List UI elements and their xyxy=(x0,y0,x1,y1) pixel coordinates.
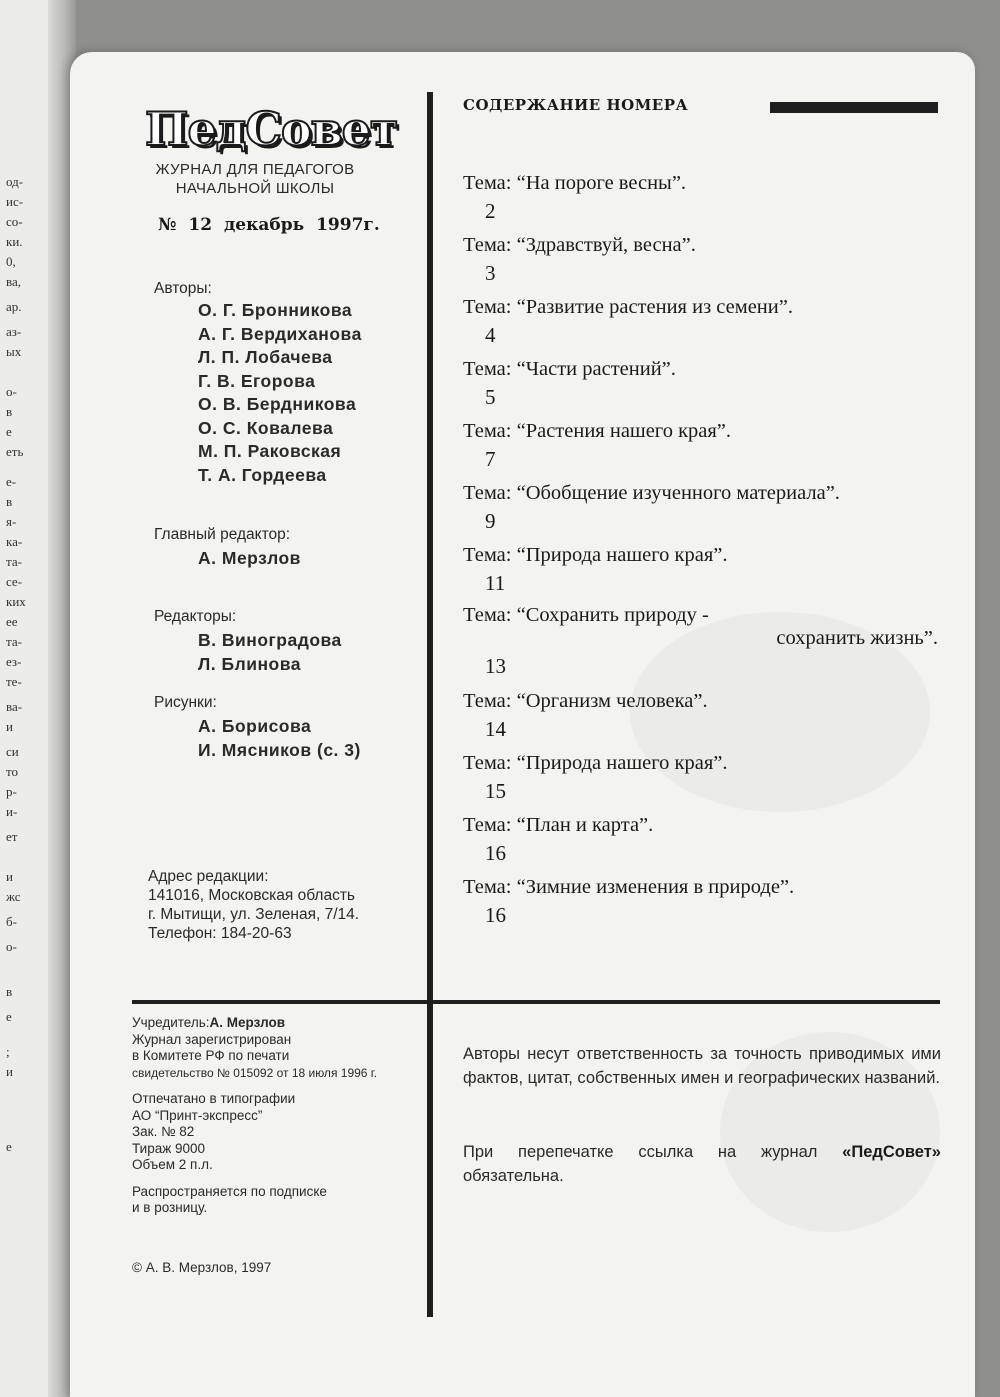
left-page-text-fragment: ; xyxy=(6,1044,10,1059)
reprint-note xyxy=(463,1140,941,1188)
authors-label: Авторы: xyxy=(154,280,212,297)
left-page-text-fragment: та- xyxy=(6,554,22,569)
left-page-text-fragment: од- xyxy=(6,174,24,189)
toc-entry xyxy=(463,690,943,742)
founder-line xyxy=(132,1015,377,1032)
left-page-text-fragment: жс xyxy=(6,889,21,904)
address-phone: Телефон: 184-20-63 xyxy=(148,925,292,942)
toc-entry xyxy=(463,604,943,679)
left-page-text-fragment: ет xyxy=(6,829,18,844)
left-page-text-fragment: я- xyxy=(6,514,17,529)
editorial-address xyxy=(148,867,359,943)
toc-entry xyxy=(463,876,943,928)
copyright-line: © А. В. Мерзлов, 1997 xyxy=(132,1260,272,1275)
circulation-line: Тираж 9000 xyxy=(132,1140,206,1156)
certificate-line: свидетельство № 015092 от 18 июля 1996 г. xyxy=(132,1065,378,1080)
editor-name: Л. Блинова xyxy=(198,653,301,674)
registration-line: в Комитете РФ по печати xyxy=(132,1048,290,1063)
left-page-text-fragment: ис- xyxy=(6,194,24,209)
left-page-text-fragment: и xyxy=(6,719,13,734)
toc-entry-page: 5 xyxy=(485,385,496,409)
left-page-text-fragment: ких xyxy=(6,594,26,609)
toc-entry-title: Тема: “Сохранить природу - xyxy=(463,604,709,626)
toc-entry-title: Тема: “Обобщение изученного материала”. xyxy=(463,482,840,504)
toc-heading-bar xyxy=(770,102,938,113)
left-page-text-fragment: ка- xyxy=(6,534,23,549)
left-page-text-fragment: в xyxy=(6,494,13,509)
left-page-text-fragment: е- xyxy=(6,474,17,489)
left-page-text-fragment: ых xyxy=(6,344,22,359)
left-page-text-fragment: р- xyxy=(6,784,17,799)
author-name: О. Г. Бронникова xyxy=(198,300,353,320)
left-page-text-fragment: ез- xyxy=(6,654,22,669)
toc-entry-title: Тема: “Природа нашего края”. xyxy=(463,752,728,774)
illustrator-name: А. Борисова xyxy=(198,716,312,736)
author-name: А. Г. Вердиханова xyxy=(198,323,362,344)
author-name: О. С. Ковалева xyxy=(198,417,334,438)
left-page-text-fragment: и- xyxy=(6,804,18,819)
toc-entry-page: 13 xyxy=(485,654,506,678)
responsibility-note: Авторы несут ответственность за точность приводимых ими фактов, цитат, собственных имен и географических названий. xyxy=(463,1045,941,1087)
founder-name: А. Мерзлов xyxy=(209,1015,286,1030)
authors-list xyxy=(198,300,362,488)
toc-entry xyxy=(463,234,943,286)
left-page-text-fragment: е xyxy=(6,1139,12,1154)
left-page-text-fragment: в xyxy=(6,984,13,999)
toc-entry xyxy=(463,296,943,348)
toc-entry-page: 11 xyxy=(485,571,506,595)
toc-entry-title: Тема: “Развитие растения из семени”. xyxy=(463,296,793,318)
toc-entry xyxy=(463,814,943,866)
left-page-text-fragment: ва, xyxy=(6,274,21,289)
editors-label: Редакторы: xyxy=(154,608,237,625)
toc-entry-page: 7 xyxy=(485,447,496,471)
toc-entry-page: 14 xyxy=(485,717,506,741)
journal-page xyxy=(70,52,975,1397)
left-page-text-fragment: о- xyxy=(6,939,17,954)
left-page-text-fragment: со- xyxy=(6,214,23,229)
author-name: М. П. Раковская xyxy=(198,441,342,461)
toc-entry xyxy=(463,752,943,804)
left-page-text-fragment: аз- xyxy=(6,324,22,339)
toc-entry-title: Тема: “План и карта”. xyxy=(463,814,654,836)
illustrator-name: И. Мясников (с. 3) xyxy=(198,739,361,760)
toc-entry-page: 16 xyxy=(485,903,506,927)
reprint-brand: «ПедСовет» xyxy=(842,1143,941,1161)
left-page-text-fragment: те- xyxy=(6,674,22,689)
address-line: г. Мытищи, ул. Зеленая, 7/14. xyxy=(148,906,360,923)
left-page-text-fragment: ки. xyxy=(6,234,23,249)
volume-line: Объем 2 п.л. xyxy=(132,1157,213,1172)
toc-entry-title: Тема: “Здравствуй, весна”. xyxy=(463,234,696,256)
left-page-text-fragment: е xyxy=(6,424,12,439)
reprint-suffix: обязательна. xyxy=(463,1167,564,1185)
left-page-text-fragment: о- xyxy=(6,384,17,399)
drawings-list xyxy=(198,716,361,763)
left-page-text-fragment: 0, xyxy=(6,254,16,269)
left-page-text-fragment: и xyxy=(6,869,13,884)
left-page-text-fragment: и xyxy=(6,1064,13,1079)
toc-entry xyxy=(463,358,943,410)
address-label: Адрес редакции: xyxy=(148,868,269,885)
printing-line: АО “Принт-экспресс” xyxy=(132,1107,263,1123)
toc-entry xyxy=(463,544,943,596)
printing-line: Отпечатано в типографии xyxy=(132,1091,296,1106)
toc-entry-title: Тема: “Организм человека”. xyxy=(463,690,708,712)
toc-heading: СОДЕРЖАНИЕ НОМЕРА xyxy=(463,96,689,114)
toc-entry xyxy=(463,420,943,472)
subtitle-line: ЖУРНАЛ ДЛЯ ПЕДАГОГОВ xyxy=(155,161,355,178)
toc-entry xyxy=(463,172,943,224)
author-name: Л. П. Лобачева xyxy=(198,347,333,367)
toc-entry-page: 4 xyxy=(485,323,496,347)
left-page-text-fragment: та- xyxy=(6,634,22,649)
reprint-prefix: При перепечатке ссылка на журнал xyxy=(463,1143,818,1161)
address-line: 141016, Московская область xyxy=(148,887,356,904)
toc-entry-page: 16 xyxy=(485,841,506,865)
toc-entry-title: Тема: “Части растений”. xyxy=(463,358,676,380)
author-name: Г. В. Егорова xyxy=(198,370,316,391)
drawings-label: Рисунки: xyxy=(154,694,217,711)
horizontal-divider xyxy=(132,1000,940,1004)
toc-entry-page: 3 xyxy=(485,261,496,285)
toc-entry-title: Тема: “На пороге весны”. xyxy=(463,172,687,194)
left-page-text-fragment: в xyxy=(6,404,13,419)
left-page-text-fragment: ва- xyxy=(6,699,23,714)
distribution-line: Распространяется по подписке xyxy=(132,1183,327,1199)
left-page-text-fragment: то xyxy=(6,764,19,779)
toc-entry-page: 15 xyxy=(485,779,506,803)
toc-entry xyxy=(463,482,943,534)
left-page-text-fragment: ар. xyxy=(6,299,22,314)
left-page-strip xyxy=(0,0,62,1397)
left-page-text-fragment: еть xyxy=(6,444,24,459)
issue-number: № 12 декабрь 1997г. xyxy=(158,215,380,235)
toc-entry-title: Тема: “Зимние изменения в природе”. xyxy=(463,876,795,898)
subtitle-line: НАЧАЛЬНОЙ ШКОЛЫ xyxy=(175,180,335,197)
chief-editor-list xyxy=(198,548,301,572)
editor-name: В. Виноградова xyxy=(198,630,342,650)
left-page-text-fragment: е xyxy=(6,1009,12,1024)
left-page-text-fragment: си xyxy=(6,744,19,759)
founder-label: Учредитель: xyxy=(132,1015,210,1030)
toc-entry-page: 9 xyxy=(485,509,496,533)
editors-list xyxy=(198,630,342,677)
author-name: Т. А. Гордеева xyxy=(198,464,327,485)
left-page-text-fragment: се- xyxy=(6,574,23,589)
imprint-block xyxy=(132,1015,377,1217)
left-page-text-fragment: ее xyxy=(6,614,18,629)
toc-entry-title: Тема: “Растения нашего края”. xyxy=(463,420,732,442)
chief-editor-label: Главный редактор: xyxy=(154,526,291,543)
journal-logo: ПедСовет xyxy=(145,102,398,156)
left-page-text-fragment: б- xyxy=(6,914,17,929)
toc-entry-title-continuation: сохранить жизнь”. xyxy=(776,627,938,649)
toc-entry-page: 2 xyxy=(485,199,496,223)
registration-line: Журнал зарегистрирован xyxy=(132,1031,292,1047)
vertical-divider xyxy=(427,92,433,1317)
distribution-line: и в розницу. xyxy=(132,1200,208,1215)
journal-subtitle xyxy=(140,160,370,198)
chief-editor-name: А. Мерзлов xyxy=(198,548,301,568)
toc-entry-title: Тема: “Природа нашего края”. xyxy=(463,544,728,566)
author-name: О. В. Бердникова xyxy=(198,394,357,414)
order-line: Зак. № 82 xyxy=(132,1124,195,1139)
